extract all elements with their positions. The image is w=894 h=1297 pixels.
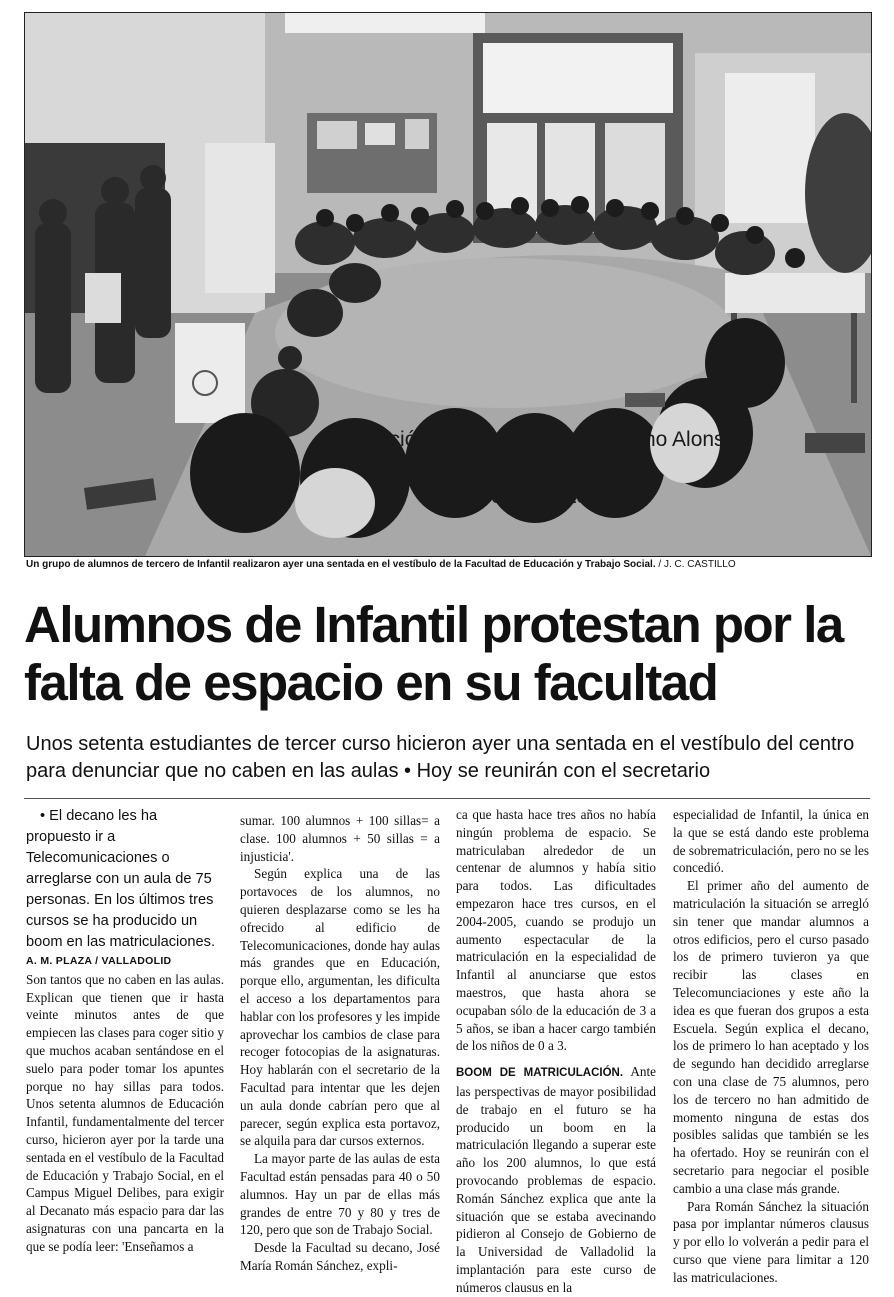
- photo-credit: / J. C. CASTILLO: [655, 559, 736, 570]
- col2-paragraph: sumar. 100 alumnos + 100 sillas= a clase. 100 alumnos + 50 sillas = a injusticia'.: [240, 813, 440, 864]
- col4-paragraph: Para Román Sánchez la situación pasa por implantar números clausus y por ello lo volverán a pedir para el curso que viene para limitar a 120 las matriculaciones.: [673, 1198, 869, 1285]
- column-4: [673, 806, 869, 1287]
- col2-paragraph: La mayor parte de las aulas de esta Facultad están pensadas para 40 o 50 alumnos. Hay un par de ellas más grandes de entre 70 y 80 y tres de 120, pero que son de Trabajo Social.: [240, 1151, 440, 1238]
- watermark-budget: Presupuesto 2007: [470, 485, 641, 508]
- deck-subtitle: Unos setenta estudiantes de tercer curso hicieron ayer una sentada en el vestíbulo del centro para denunciar que no caben en las aulas • Hoy se reunirán con el secretario: [26, 733, 855, 782]
- col4-paragraph: especialidad de Infantil, la única en la que se está dando este problema de sobrematriculación, pero no se les concedió.: [673, 807, 869, 876]
- col3-paragraph: ca que hasta hace tres años no había ningún problema de espacio. Se matriculaban alrededor de un centenar de alumnos y había sitio para todos. Las dificultades empezaron hace tres cursos, en el 2004-2005, cuando se produjo un aumento espectacular de la matriculación en la especialidad de Infantil al anunciarse que estos maestros, que hasta ahora se ocupaban sólo de la educación de 3 a 5 años, se iban a hacer cargo también de los niños de 0 a 3.: [456, 807, 656, 1054]
- col2-paragraph: Desde la Facultad su decano, José María Román Sánchez, expli-: [240, 1240, 440, 1273]
- news-photo: [24, 12, 872, 557]
- caption-text: Un grupo de alumnos de tercero de Infantil realizaron ayer una sentada en el vestíbulo de la Facultad de Educación y Trabajo Social.: [26, 559, 656, 570]
- byline: A. M. PLAZA / VALLADOLID: [26, 955, 172, 967]
- watermark-foundation: Fundación Alberto Jiménez-Arellano Alonso: [330, 428, 737, 451]
- photo-caption: [26, 558, 876, 572]
- column-3: [456, 806, 656, 1297]
- subhead-boom: BOOM DE MATRICULACIÓN.: [456, 1067, 624, 1080]
- summary-box: • El decano les ha propuesto ir a Telecomunicaciones o arreglarse con un aula de 75 personas. En los últimos tres cursos se ha producido un boom en las matriculaciones.: [26, 808, 215, 950]
- col3-paragraph-text: Ante las perspectivas de mayor posibilidad de trabajo en el futuro se ha producido un boom en la matriculación llegando a superar este año los 200 alumnos, lo que está provocando problemas de espacio. Román Sánchez explica que ante la situación que se estaba avecinando pidieron al Consejo de Gobierno de la Universidad de Valladolid la implantación para este curso de números clausus en la: [456, 1064, 656, 1295]
- divider-rule: [24, 798, 870, 799]
- headline: Alumnos de Infantil protestan por la falta de espacio en su facultad: [24, 596, 843, 711]
- col1-paragraph: Son tantos que no caben en las aulas. Explican que tienen que ir hasta veinte minutos antes de que empiecen las clases para coger sitio y que muchos acaban sentándose en el suelo para poder tomar los apuntes porque no hay sillas para todos. Unos setenta alumnos de Educación Infantil, fundamentalmente del tercer curso, hicieron ayer por la tarde una sentada en el vestíbulo de la Facultad de Educación y Trabajo Social, en el Campus Miguel Delibes, para exigir al Decanato más espacio para dar las asignaturas con una pancarta en la que se podía leer: 'Enseñamos a: [26, 971, 224, 1254]
- col2-paragraph: Según explica una de las portavoces de los alumnos, no quieren desplazarse como se les ha ofrecido al edificio de Telecomunicaciones, donde hay aulas más grandes que en Educación, porque ello, argumentan, les dificulta el acceso a los departamentos para hablar con los profesores y les impide aprovechar los cambios de clase para recoger fotocopias de la asignaturas. Hoy hablarán con el secretario de la Facultad para intentar que les dejen un aula donde cabrían pero que al parecer, según explica esta portavoz, se alquila para dar cursos externos.: [240, 866, 440, 1149]
- column-2: [240, 812, 440, 1275]
- column-1: [26, 806, 224, 1256]
- col4-paragraph: El primer año del aumento de matriculación la situación se arregló sin tener que mandar alumnos a otros edificios, pero el curso pasado los de primero tuvieron ya que recibir las clases en Telecomunciaciones y este año la idea es que fueran dos grupos a esta Escuela. Según explica el decano, los de primero lo han aceptado y los de segundo han decidido arreglarse con una clase de 75 alumnos, pero los de tercero no han admitido de momento ninguna de estas dos posibles salidas que también se les ha ofertado. Hoy se reunirán con el secretario para negociar el posible cambio a una clase más grande.: [673, 878, 869, 1196]
- col3-paragraph-boom: [456, 1063, 656, 1296]
- photo-illustration: [25, 13, 871, 556]
